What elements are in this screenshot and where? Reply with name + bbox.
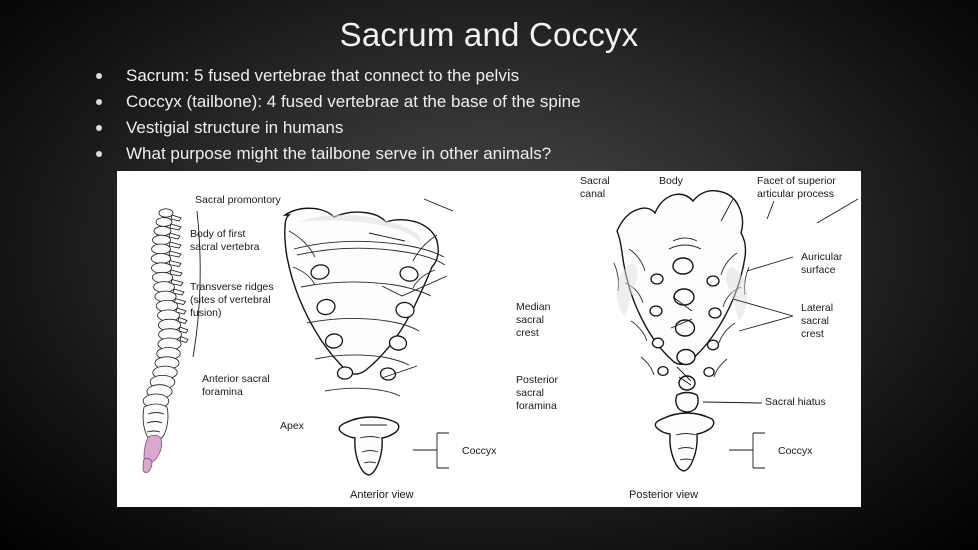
label-sacral-promontory: Sacral promontory [195, 194, 281, 206]
label-crest-median: crest [516, 327, 539, 339]
label-anterior-view: Anterior view [350, 489, 414, 501]
bullet-text: Coccyx (tailbone): 4 fused vertebrae at the base of the spine [126, 92, 581, 111]
anatomy-figure [117, 171, 861, 507]
label-body-of-first: Body of first [190, 228, 246, 240]
label-sacral-lateral: sacral [801, 315, 830, 327]
list-item [84, 89, 904, 115]
bullet-dot-icon [96, 99, 102, 105]
bullet-dot-icon [96, 151, 102, 157]
label-coccyx-posterior: Coccyx [778, 445, 813, 457]
label-canal: canal [580, 188, 606, 200]
label-surface: surface [801, 264, 836, 276]
label-body: Body [659, 175, 683, 187]
posterior-sacrum-illustration [614, 191, 749, 471]
label-sacral-hiatus: Sacral hiatus [765, 396, 826, 408]
bullet-dot-icon [96, 73, 102, 79]
page-title: Sacrum and Coccyx [339, 16, 639, 53]
bullet-text: Vestigial structure in humans [126, 118, 344, 137]
label-articular-process: articular process [757, 188, 835, 200]
label-sacral-posterior: sacral [516, 387, 545, 399]
bullet-text: What purpose might the tailbone serve in other animals? [126, 144, 552, 163]
label-lateral: Lateral [801, 302, 834, 314]
label-sacral-median: sacral [516, 314, 545, 326]
label-coccyx-anterior: Coccyx [462, 445, 497, 457]
list-item [84, 63, 904, 89]
label-foramina-posterior: foramina [516, 400, 557, 412]
label-crest-lateral: crest [801, 328, 824, 340]
anterior-sacrum-illustration [285, 208, 445, 475]
label-sites-of-vertebral: (sites of vertebral [190, 294, 271, 306]
label-fusion: fusion) [190, 307, 222, 319]
label-transverse-ridges: Transverse ridges [190, 281, 274, 293]
list-item [84, 115, 904, 141]
label-facet-of-superior: Facet of superior [757, 175, 836, 187]
label-sacral: Sacral [580, 175, 610, 187]
label-foramina: foramina [202, 386, 243, 398]
bullet-text: Sacrum: 5 fused vertebrae that connect to the pelvis [126, 66, 520, 85]
bullet-list [84, 63, 904, 167]
list-item [84, 141, 904, 167]
label-apex: Apex [280, 420, 304, 432]
label-sacral-vertebra: sacral vertebra [190, 241, 260, 253]
label-posterior: Posterior [516, 374, 559, 386]
label-auricular: Auricular [801, 251, 843, 263]
label-anterior-sacral: Anterior sacral [202, 373, 270, 385]
label-median: Median [516, 301, 551, 313]
label-posterior-view: Posterior view [629, 489, 699, 501]
bullet-dot-icon [96, 125, 102, 131]
